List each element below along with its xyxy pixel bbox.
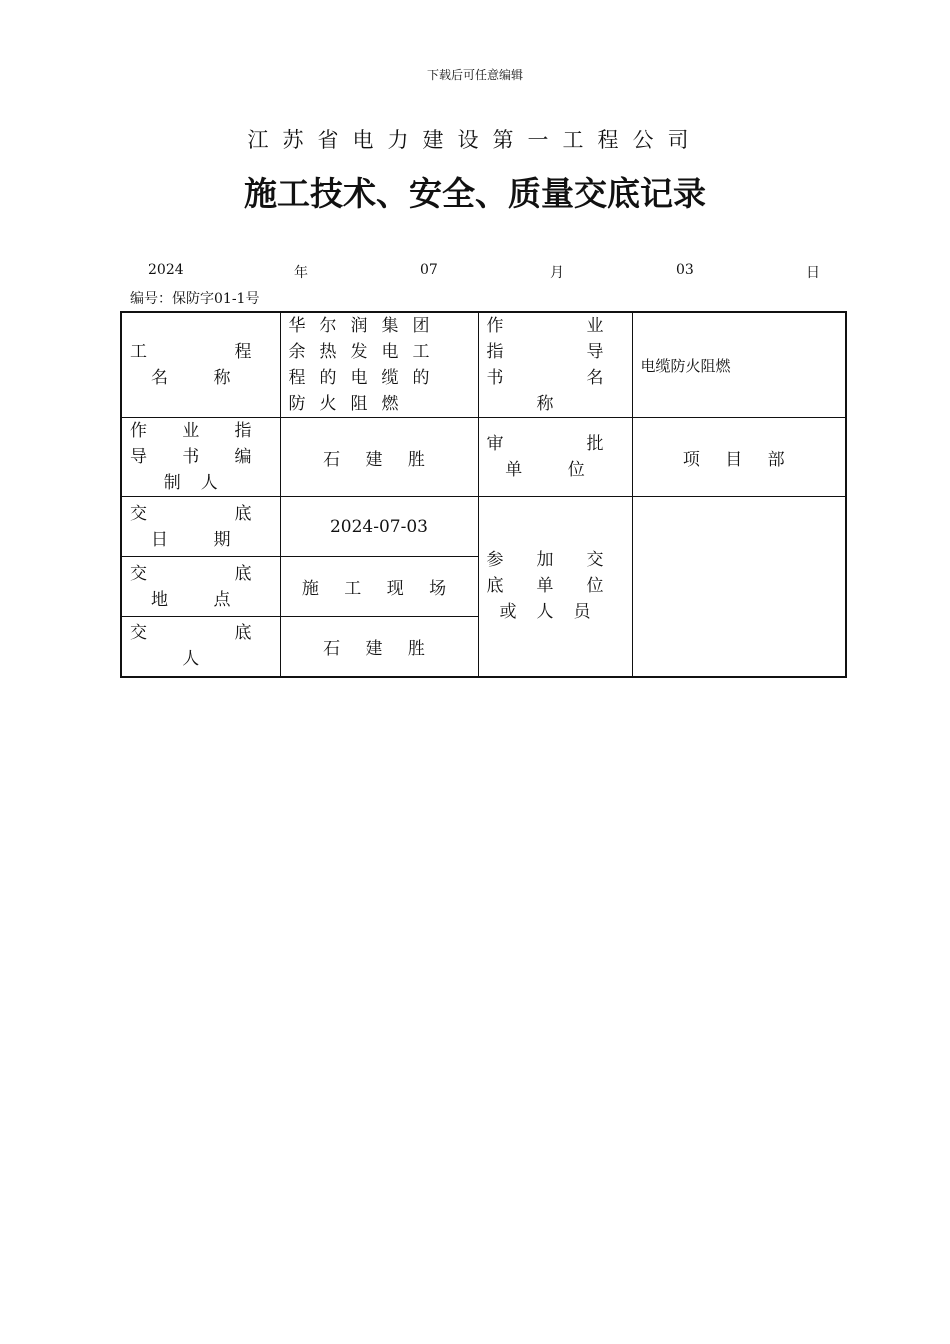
table-row (121, 312, 846, 418)
presenter-value: 石 建 胜 (280, 617, 478, 677)
date-year: 2024 (148, 262, 184, 278)
date-value: 2024-07-03 (280, 497, 478, 557)
document-number: 编号：保防字01-1号 (130, 291, 260, 307)
table-row (121, 418, 846, 497)
project-name-label: 工 程 名 称 (121, 312, 280, 418)
header-note: 下载后可任意编辑 (426, 68, 523, 82)
presenter-label: 交 底 人 (121, 617, 280, 677)
participants-value (632, 497, 846, 677)
date-label: 交 底 日 期 (121, 497, 280, 557)
date-day-unit: 日 (806, 265, 820, 281)
guide-name-value: 电缆防火阻燃 (632, 312, 846, 418)
date-month: 07 (420, 262, 438, 278)
guide-name-label: 作 业 指 导 书 名 称 (478, 312, 632, 418)
date-row (120, 262, 830, 282)
table-row (121, 497, 846, 557)
disclosure-table (120, 311, 847, 678)
page-title: 施工技术、安全、质量交底记录 (244, 174, 706, 213)
author-label: 作业指导书编制人 (121, 418, 280, 497)
author-value: 石 建 胜 (280, 418, 478, 497)
company-name: 江苏省电力建设第一工程公司 (247, 128, 703, 152)
approval-value: 项 目 部 (632, 418, 846, 497)
place-value: 施 工 现 场 (280, 557, 478, 617)
place-label: 交 底 地 点 (121, 557, 280, 617)
participants-label: 参加交底单位或人员 (478, 497, 632, 677)
approval-label: 审 批 单 位 (478, 418, 632, 497)
date-year-unit: 年 (294, 265, 308, 281)
date-month-unit: 月 (550, 265, 564, 281)
date-day: 03 (676, 262, 694, 278)
project-name-value: 华尔润集团余热发电工程的电缆的防火阻燃 (280, 312, 478, 418)
